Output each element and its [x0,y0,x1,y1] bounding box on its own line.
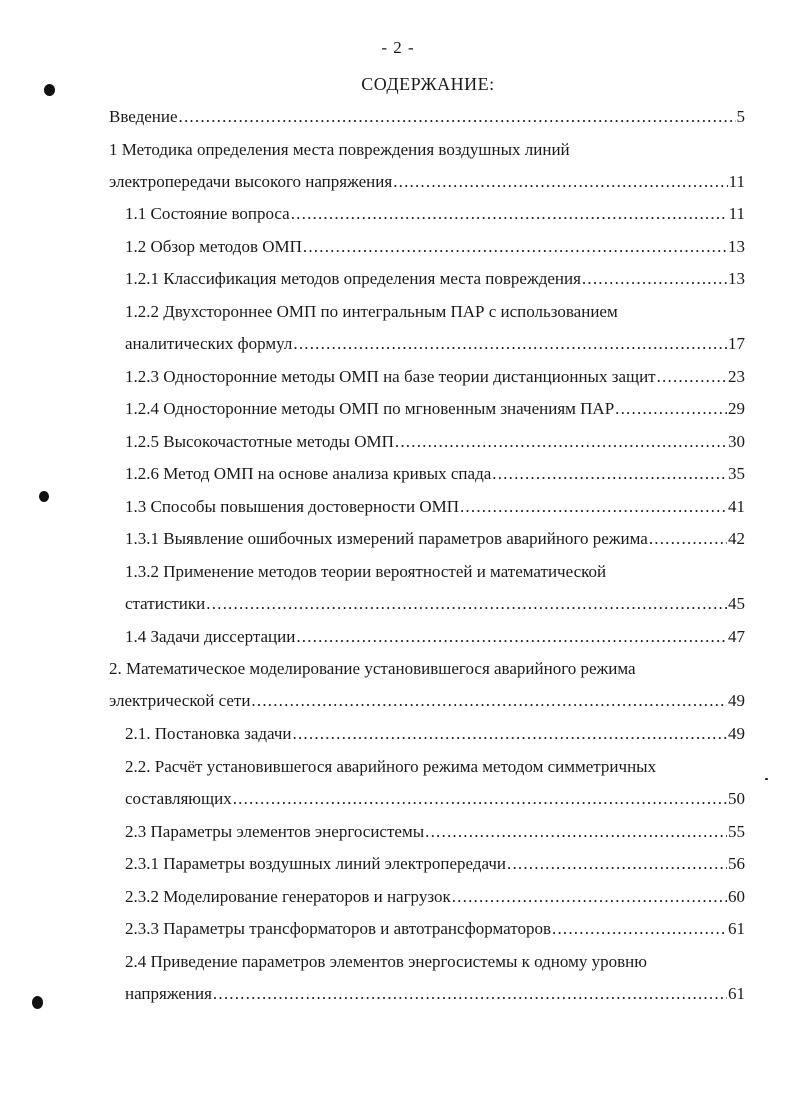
toc-entry-1-3-2-cont[interactable] [125,593,745,615]
toc-entry-text: 2.3 Параметры элементов энергосистемы [125,822,425,841]
scan-speck [765,778,768,780]
toc-entry-page: 45 [728,594,745,613]
toc-entry-page: 30 [728,432,745,451]
toc-entry-intro[interactable] [109,106,745,128]
dot-leader [293,723,727,745]
toc-entry-text: напряжения [125,984,212,1003]
toc-entry-text: 2.3.1 Параметры воздушных линий электропередачи [125,854,506,873]
dot-leader [213,983,727,1005]
toc-entry-text: 2. Математическое моделирование установившегося аварийного режима [109,659,636,678]
dot-leader [233,788,727,810]
toc-entry-text: 2.3.2 Моделирование генераторов и нагрузок [125,887,451,906]
toc-entry-text: электропередачи высокого напряжения [109,172,393,191]
toc-entry-1-2[interactable] [125,236,745,258]
toc-entry-page: 55 [728,822,745,841]
toc-entry-1-2-1[interactable] [125,268,745,290]
toc-entry-text: 2.2. Расчёт установившегося аварийного режима методом симметричных [125,757,657,776]
toc-entry-text: 1.2.3 Односторонние методы ОМП на базе теории дистанционных защит [125,367,656,386]
toc-entry-text: 1.3.1 Выявление ошибочных измерений параметров аварийного режима [125,529,648,548]
scan-punch-mark [39,491,49,502]
toc-entry-chapter-2-cont[interactable] [109,690,745,712]
toc-entry-1-2-4[interactable] [125,398,745,420]
toc-entry-text: 1.3 Способы повышения достоверности ОМП [125,497,459,516]
toc-entry-2-1[interactable] [125,723,745,745]
dot-leader [393,171,727,193]
toc-entry-2-2[interactable] [125,756,656,778]
toc-entry-text: 1.1 Состояние вопроса [125,204,290,223]
toc-entry-text: 1.2.4 Односторонние методы ОМП по мгновенным значениям ПАР [125,399,615,418]
toc-entry-page: 41 [728,497,745,516]
toc-entry-text: 1 Методика определения места повреждения воздушных линий [109,140,570,159]
toc-entry-page: 11 [728,172,745,191]
toc-entry-text: 2.1. Постановка задачи [125,724,292,743]
page-number: - 2 - [381,38,415,57]
toc-entry-text: 1.2.6 Метод ОМП на основе анализа кривых спада [125,464,492,483]
toc-entry-chapter-2[interactable] [109,658,636,680]
toc-entry-page: 61 [728,919,745,938]
scan-punch-mark [44,84,55,96]
dot-leader [649,528,727,550]
dot-leader [296,626,727,648]
toc-entry-page: 23 [728,367,745,386]
toc-entry-text: 1.2 Обзор методов ОМП [125,237,302,256]
toc-entry-1-4[interactable] [125,626,745,648]
toc-entry-page: 49 [728,691,745,710]
toc-entry-page: 5 [736,107,745,126]
page-title: СОДЕРЖАНИЕ: [361,74,495,94]
toc-entry-text: составляющих [125,789,232,808]
toc-entry-text: 2.4 Приведение параметров элементов энергосистемы к одному уровню [125,952,647,971]
toc-entry-page: 61 [728,984,745,1003]
toc-entry-1-3[interactable] [125,496,745,518]
toc-entry-page: 50 [728,789,745,808]
toc-entry-2-3[interactable] [125,821,745,843]
dot-leader [206,593,727,615]
toc-entry-1-2-5[interactable] [125,431,745,453]
dot-leader [452,886,727,908]
toc-entry-1-2-3[interactable] [125,366,745,388]
toc-entry-2-3-1[interactable] [125,853,745,875]
toc-entry-text: 1.2.2 Двухстороннее ОМП по интегральным ПАР с использованием [125,302,618,321]
toc-entry-1-2-2-cont[interactable] [125,333,745,355]
dot-leader [615,398,727,420]
toc-entry-page: 49 [728,724,745,743]
dot-leader [251,690,727,712]
toc-entry-page: 35 [728,464,745,483]
toc-entry-2-2-cont[interactable] [125,788,745,810]
dot-leader [582,268,727,290]
dot-leader [492,463,727,485]
toc-entry-2-4-cont[interactable] [125,983,745,1005]
dot-leader [303,236,727,258]
toc-entry-chapter-1[interactable] [109,139,570,161]
dot-leader [291,203,728,225]
scan-punch-mark [32,996,43,1009]
toc-entry-text: 1.3.2 Применение методов теории вероятностей и математической [125,562,607,581]
toc-entry-2-3-3[interactable] [125,918,745,940]
toc-entry-2-4[interactable] [125,951,647,973]
toc-entry-text: аналитических формул [125,334,293,353]
dot-leader [293,333,727,355]
dot-leader [460,496,727,518]
toc-entry-text: 1.2.5 Высокочастотные методы ОМП [125,432,394,451]
dot-leader [425,821,727,843]
toc-entry-1-2-2[interactable] [125,301,618,323]
toc-entry-page: 17 [728,334,745,353]
dot-leader [552,918,727,940]
toc-entry-1-3-2[interactable] [125,561,606,583]
dot-leader [179,106,736,128]
toc-entry-text: 2.3.3 Параметры трансформаторов и автотрансформаторов [125,919,551,938]
toc-entry-page: 60 [728,887,745,906]
toc-entry-1-1[interactable] [125,203,745,225]
toc-entry-text: Введение [109,107,178,126]
toc-entry-text: 1.2.1 Классификация методов определения места повреждения [125,269,581,288]
toc-entry-page: 29 [728,399,745,418]
toc-entry-chapter-1-cont[interactable] [109,171,745,193]
toc-entry-page: 11 [728,204,745,223]
toc-entry-page: 47 [728,627,745,646]
toc-entry-page: 13 [728,237,745,256]
dot-leader [657,366,727,388]
toc-entry-page: 13 [728,269,745,288]
toc-entry-1-2-6[interactable] [125,463,745,485]
toc-entry-page: 56 [728,854,745,873]
toc-entry-1-3-1[interactable] [125,528,745,550]
toc-entry-2-3-2[interactable] [125,886,745,908]
dot-leader [507,853,727,875]
toc-entry-page: 42 [728,529,745,548]
toc-entry-text: 1.4 Задачи диссертации [125,627,296,646]
toc-entry-text: электрической сети [109,691,251,710]
toc-entry-text: статистики [125,594,206,613]
dot-leader [395,431,727,453]
